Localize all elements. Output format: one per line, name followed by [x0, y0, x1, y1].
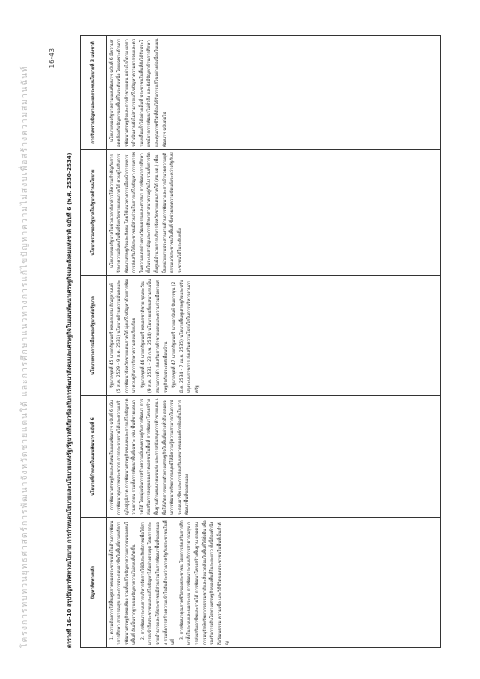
table-row	[107, 36, 441, 648]
cell-paragraph: นโยบายของรัฐบาลในช่วงเวลาดังกล่าวให้ความสำคัญกับการรักษาความมั่นคงในพื้นที่จังหวัดชายแดนภาคใต้ ควบคู่ไปกับการพัฒนาเศรษฐกิจและสังคม โดยใช้แนวทางการเมืองนำการทหาร การส่งเสริมให้ประชาชนมีส่วนร่วมในการแก้ไขปัญหา การเคารพในความแตกต่างทางวัฒนธรรมและศาสนา การพัฒนาการศึกษาทั้งในระบบสามัญและการศึกษาศาสนาควบคู่กันไป รวมทั้งการจัดตั้งศูนย์อำนวยการบริหารจังหวัดชายแดนภาคใต้ (ศอ.บต.) เพื่อเป็นหน่วยงานประสานงานด้านการพัฒนาและการอำนวยความยุติธรรมแก่ประชาชนในพื้นที่ ซึ่งช่วยลดความขัดแย้งระหว่างรัฐกับประชาชนได้ในระดับหนึ่ง	[109, 152, 183, 273]
table-cell-government-policy	[107, 150, 441, 276]
table-cell-assessment	[107, 36, 441, 150]
cell-paragraph: นโยบายของรัฐบาลตามแผนพัฒนาฯ ฉบับที่ 6 มีความสอดคล้องกับปัญหาของพื้นที่ในระดับหนึ่ง โดยเฉพาะด้านการพัฒนาเศรษฐกิจและการค้าชายแดน อย่างไรก็ตาม ผลการดำเนินงานยังไม่สามารถแก้ไขปัญหาความยากจนและความเหลื่อมล้ำได้อย่างเต็มที่ ประชาชนในพื้นที่ยังได้รับประโยชน์จากการพัฒนาไม่ทั่วถึง และยังมีปัญหาด้านการศึกษาและคุณภาพชีวิตที่ต้องได้รับการแก้ไขอย่างต่อเนื่องในแผนพัฒนาฯ ฉบับต่อไป	[109, 38, 168, 147]
column-header: นโยบายทางการเมืองของรัฐบาลต่อรัฐบาล	[81, 276, 107, 396]
project-watermark-header: โครงการทบทวนยุทธศาสตร์การพัฒนาจังหวัดชายแดนใต้ และการศึกษาแนวทางการแก้ไขปัญหาความไม่สงบเพื่อสร้างความสมานฉันท์	[19, 65, 29, 648]
cell-paragraph: 3. การพัฒนาคุณภาพชีวิตของประชาชน โดยการส่งเสริมการศึกษาทั้งในระบบและนอกระบบ การพัฒนาระบบบริการสาธารณสุข การส่งเสริมอาชีพและรายได้ การพัฒนาโครงสร้างพื้นฐาน ตลอดจนการอนุรักษ์ทรัพยากรธรรมชาติและสิ่งแวดล้อมในพื้นที่ให้ยั่งยืน เพื่อรองรับการเติบโตทางเศรษฐกิจของพื้นที่ในระยะยาว ทั้งนี้ต้องคำนึงถึงวัฒนธรรม ความเชื่อ และวิถีชีวิตของประชาชนในพื้นที่เป็นสำคัญ	[179, 520, 231, 645]
cell-paragraph: 1. ความต้องการให้ฟื้นฟูสภาพของประชาชนทั้งในด้านการพัฒนาการศึกษา สาธารณสุข และการประกอบอาชีพในพื้นที่ตามหลักการพัฒนาเศรษฐกิจพอเพียง รวมทั้งแก้ไขปัญหาความยากจนของคนในพื้นที่ อันเป็นรากฐานของปัญหาความไม่สงบที่เกิดขึ้น	[109, 520, 138, 645]
column-header: ปัญหาทิศทางหลัก	[81, 518, 107, 648]
cell-paragraph: รัฐบาลชุดที่ 46 นายกรัฐมนตรี พลเอกชาติชาย ชุณหะวัณ (9 ส.ค. 2531 - 23 ก.พ. 2534) นโยบายเปลี่ยนสนามรบเป็นสนามการค้า ส่งเสริมการค้าชายแดนและความร่วมมือทางเศรษฐกิจกับประเทศเพื่อนบ้าน	[140, 278, 169, 393]
column-header: นโยบายรวมของรัฐบาลในรัฐบาลด้านนโยบาย	[81, 150, 107, 276]
cell-paragraph: การพัฒนาเศรษฐกิจและสังคมในแผนพัฒนาฯ ฉบับที่ 6 เน้นการพัฒนาคุณภาพประชากร การกระจายรายได้และความเจริญไปสู่ภูมิภาค การพัฒนาเศรษฐกิจชนบทและการแก้ไขปัญหาความยากจน รวมทั้งการพัฒนาพื้นที่เฉพาะ เช่น พื้นที่ชายแดนภาคใต้ โดยมุ่งเน้นการสร้างความมั่นคงควบคู่กับการพัฒนา การส่งเสริมการลงทุนของภาคเอกชนในพื้นที่ การพัฒนาโครงสร้างพื้นฐานด้านคมนาคมขนส่ง และการสนับสนุนการค้าชายแดน เพื่อให้เกิดการขยายตัวทางเศรษฐกิจในพื้นที่อย่างทั่วถึง ตลอดจนการพัฒนาทรัพยากรมนุษย์ให้มีความรู้ความสามารถในการประกอบอาชีพ และการส่งเสริมบทบาทขององค์กรท้องถิ่นในการพัฒนาพื้นที่ของตนเอง	[109, 398, 191, 515]
page-number: 16-43	[48, 48, 56, 69]
column-header: การรับทราบปัญหาและผลกระทบนโยบายที่ 3 แห่งชาติ	[81, 36, 107, 150]
cell-paragraph: 2. การพัฒนาระบบการบริหารจัดการให้มีประสิทธิภาพเพื่อให้สามารถเข้าถึงประชาชนและแก้ไขปัญหาได้อย่างตรงจุด โดยการกระจายอำนาจและให้ประชาชนมีส่วนร่วมในการพัฒนาพื้นที่ของตนเอง รวมทั้งการสร้างความเข้าใจอันดีระหว่างภาครัฐกับประชาชนในพื้นที่	[140, 520, 177, 645]
table-caption: ตารางที่ 16-10 สรุปปัญหาทิศทางนโยบาย การกำหนดนโยบายและนโยบายแห่งรัฐ/รัฐบาลที่เกี่ยวข้องกับการพัฒนาสังคมและเศรษฐกิจในแผนพัฒนาเศรษฐกิจและสังคมแห่งชาติ ฉบับที่ 6 (พ.ศ. 2530-2534)	[67, 152, 73, 648]
cell-paragraph: รัฐบาลชุดที่ 45 นายกรัฐมนตรี พลเอกเปรม ติณสูลานนท์ (5 ส.ค. 2529 - 9 ส.ค. 2531) นโยบายด้านความมั่นคงและการพัฒนาจังหวัดชายแดนภาคใต้ มุ่งแก้ไขปัญหาด้วยการพัฒนาควบคู่กับการรักษาความสงบเรียบร้อย	[109, 279, 138, 393]
table-cell-government	[107, 276, 441, 396]
rotated-landscape-content	[18, 36, 442, 648]
table-cell-problems	[107, 518, 441, 648]
policy-summary-table	[80, 35, 441, 648]
column-header: นโยบายที่กำหนดในแผนพัฒนาฯ ฉบับที่ 6	[81, 396, 107, 518]
table-header-row	[81, 36, 107, 648]
table-cell-plan-policy	[107, 396, 441, 518]
cell-paragraph: รัฐบาลชุดที่ 47 นายกรัฐมนตรี นายอานันท์ ปันยารชุน (2 มี.ค. 2534 - 7 เม.ย. 2535) นโยบายฟื้นฟูเศรษฐกิจและปรับปรุงระบบราชการ ส่งเสริมความโปร่งใสในการบริหารงานภาครัฐ	[172, 279, 201, 393]
